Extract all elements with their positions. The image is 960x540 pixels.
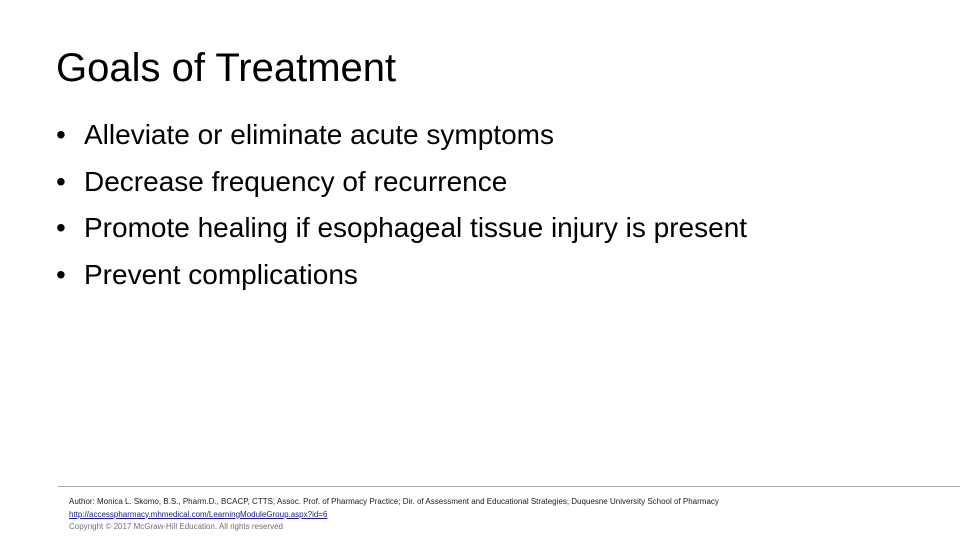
footer-author: Author: Monica L. Skomo, B.S., Pharm.D., BCACP, CTTS; Assoc. Prof. of Pharmacy Practice; Dir. of Assessment and Educational Strategies; Duquesne University School of Pharmacy [69,497,719,506]
bullet-item [56,159,747,206]
bullet-item [56,205,747,252]
slide-title: Goals of Treatment [56,46,397,90]
bullet-text: Decrease frequency of recurrence [84,165,508,197]
bullet-text: Alleviate or eliminate acute symptoms [84,119,554,150]
footer-copyright: Copyright © 2017 McGraw-Hill Education. All rights reserved [69,522,283,531]
bullet-dot-icon: • [56,119,66,150]
bullet-text: Prevent complications [84,258,358,290]
bullet-list [56,112,747,298]
bullet-dot-icon: • [56,258,66,290]
footer-link[interactable]: http://accesspharmacy.mhmedical.com/LearningModuleGroup.aspx?id=6 [69,509,328,519]
bullet-dot-icon: • [56,165,66,197]
footer [69,496,949,534]
footer-divider [58,486,960,487]
bullet-text: Promote healing if esophageal tissue injury is present [84,212,748,243]
bullet-item [56,252,747,299]
bullet-item [56,112,747,159]
bullet-dot-icon: • [56,212,66,243]
